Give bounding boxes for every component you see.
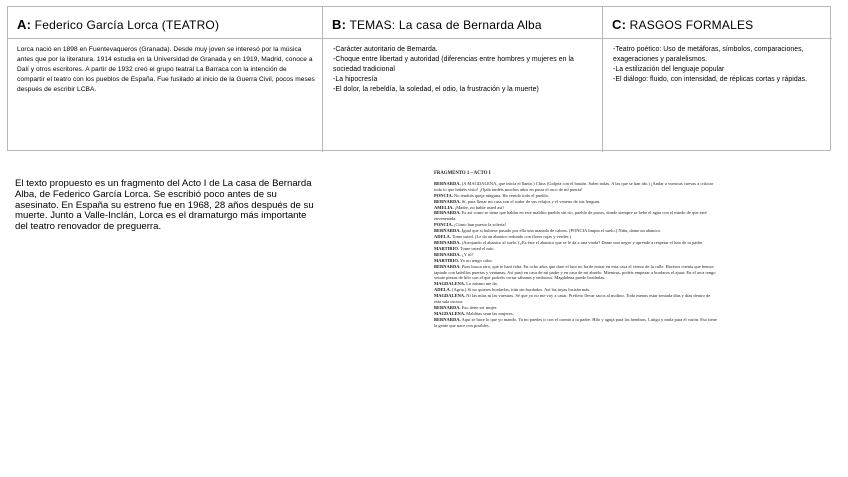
dialogue-line [434,181,718,193]
speaker-name: BERNARDA. [434,251,461,257]
dialogue-text: Malditas sean las mujeres. [465,310,514,316]
dialogue-text: Aquí se hace lo que yo mando. Ya no puedes ir con el cuento a tu padre. Hilo y aguja para las hembras. Látigo y mula para el varón. Eso tiene la gente que nace con posibles. [434,316,717,328]
speaker-name: BERNARDA. [434,210,461,216]
header-themes-title: TEMAS: La casa de Bernarda Alba [349,18,542,32]
dialogue-text: No tendrás queja ninguna. Ha venido todo el pueblo. [452,192,549,198]
header-author-title: Federico García Lorca (TEATRO) [34,18,220,32]
dialogue-text: (A MAGDALENA, que inicia el llanto.) Chiss (Golpea con el bastón. Salen todas. A las que se han ido.) ¡Andar a vuestras cuevas a criticar todo lo que habéis visto! ¡Ojalá tardéis muchos años en pasar el arco de mi puerta! [434,180,714,192]
speaker-name: BERNARDA. [434,263,461,269]
dialogue-text: (Agria.) Si no quieres bordarlas, irán sin bordados. Así las tuyas lucirán más. [450,287,591,293]
dialogue-text: Sí, para llenar mi casa con el sudor de sus refajos y el veneno de sus lenguas. [460,198,601,204]
speaker-name: MAGDALENA. [434,310,466,316]
speaker-name: AMELIA. [434,204,454,210]
speaker-name: MARTIRIO. [434,257,459,263]
speaker-name: PONCIA. [434,192,453,198]
header-letter-a: A: [17,17,32,32]
dialogue-text: ¡Madre, no hable usted así! [453,204,504,210]
fragment-title: FRAGMENTO 1 – ACTO I [434,171,491,176]
dialogue-line [434,293,718,305]
dialogue-text: ¡Cómo han puesto la solería! [452,222,506,228]
dialogue-line [434,264,718,282]
summary-table [7,6,831,151]
dialogue-text: Ni las mías ni las vuestras. Sé que yo no me voy a casar. Prefiero llevar sacos al molino. Todo menos estar sentada días y días dentro de esta sala oscura. [434,293,711,305]
dialogue-text: Yo no tengo calor. [458,257,493,263]
header-formal-title: RASGOS FORMALES [629,18,754,32]
header-letter-c: C: [612,17,627,32]
speaker-name: BERNARDA. [434,239,461,245]
intro-paragraph: El texto propuesto es un fragmento del Acto I de La casa de Bernarda Alba, de Federico García Lorca. Se escribió poco antes de su asesinato. En España su estreno fue en 1968, 28 años después de su muerte. Junto a Valle-Inclán, Lorca es el dramaturgo más importante del teatro renovador de preguerra. [15,178,314,233]
dialogue-text: Tome usted. (Le da un abanico redondo con flores rojas y verdes.) [450,234,571,240]
header-author [8,7,323,39]
dialogue-text: (Arrojando el abanico al suelo.) ¿Es éste el abanico que se le da a una viuda? Dame uno negro y aprende a respetar el luto de tu padre. [460,239,704,245]
header-formal-features [603,7,832,39]
speaker-name: BERNARDA. [434,228,461,234]
speaker-name: MAGDALENA. [434,293,466,299]
cell-themes-list: -Carácter autoritario de Bernarda. -Choque entre libertad y autoridad (diferencias entre hombres y mujeres en la sociedad tradicional -La hipocresía -El dolor, la rebeldía, la soledad, el odio, la frustración y la muerte) [323,39,603,152]
dialogue-line [434,210,718,222]
speaker-name: BERNARDA. [434,316,461,322]
dialogue-text: ¿Y tú? [460,251,474,257]
dialogue-text: Eso tiene ser mujer. [460,304,498,310]
fragment-excerpt [434,171,718,329]
speaker-name: BERNARDA. [434,198,461,204]
speaker-name: MARTIRIO. [434,245,459,251]
speaker-name: ADELA. [434,287,451,293]
header-letter-b: B: [332,17,347,32]
dialogue-text: Tome usted el mío. [458,245,495,251]
speaker-name: ADELA. [434,234,451,240]
fragment-lines [434,181,718,329]
dialogue-text: Igual que si hubiese pasado por ella una manada de cabras. (PONCIA limpia el suelo.) Niña, dame un abanico. [460,228,661,234]
dialogue-text: Es así como se tiene que hablar en este maldito pueblo sin río, pueblo de pozos, donde siempre se bebe el agua con el miedo de que esté envenenada. [434,210,707,222]
speaker-name: PONCIA. [434,222,453,228]
dialogue-line [434,317,718,329]
speaker-name: BERNARDA. [434,180,461,186]
speaker-name: BERNARDA. [434,304,461,310]
speaker-name: MAGDALENA. [434,281,466,287]
cell-author-bio: Lorca nació en 1898 en Fuentevaqueros (Granada). Desde muy joven se interesó por la música antes que por la literatura. 1914 estudia en la Universidad de Granada y en 1919, Madrid, conoce a Dalí y otros escritores. A partir de 1932 creó el grupo teatral La Barraca con la intención de compartir el teatro con los pueblos de España. Fue fusilado al inicio de la Guerra Civil, pocos meses después de escribir LCBA. [8,39,323,152]
dialogue-text: Lo mismo me da. [465,281,498,287]
header-themes [323,7,603,39]
dialogue-text: Pues busca otro, que te hará falta. En ocho años que dure el luto no ha de entrar en esta casa el viento de la calle. Haceros cuenta que hemos tapiado con ladrillos puertas y ventanas. Así pasó en casa de mi padre y en casa de mi abuelo. Mientras, podéis empezar a bordaros el ajuar. En el arca tengo veinte piezas de hilo con el que podréis cortar sábanas y embozos. Magdalena puede bordarlas. [434,263,716,281]
cell-formal-list: -Teatro poético: Uso de metáforas, símbolos, comparaciones, exageraciones y paralelismos. -La estilización del lenguaje popular -El diálogo: fluido, con intensidad, de réplicas cortas y rápidas. [613,46,808,83]
